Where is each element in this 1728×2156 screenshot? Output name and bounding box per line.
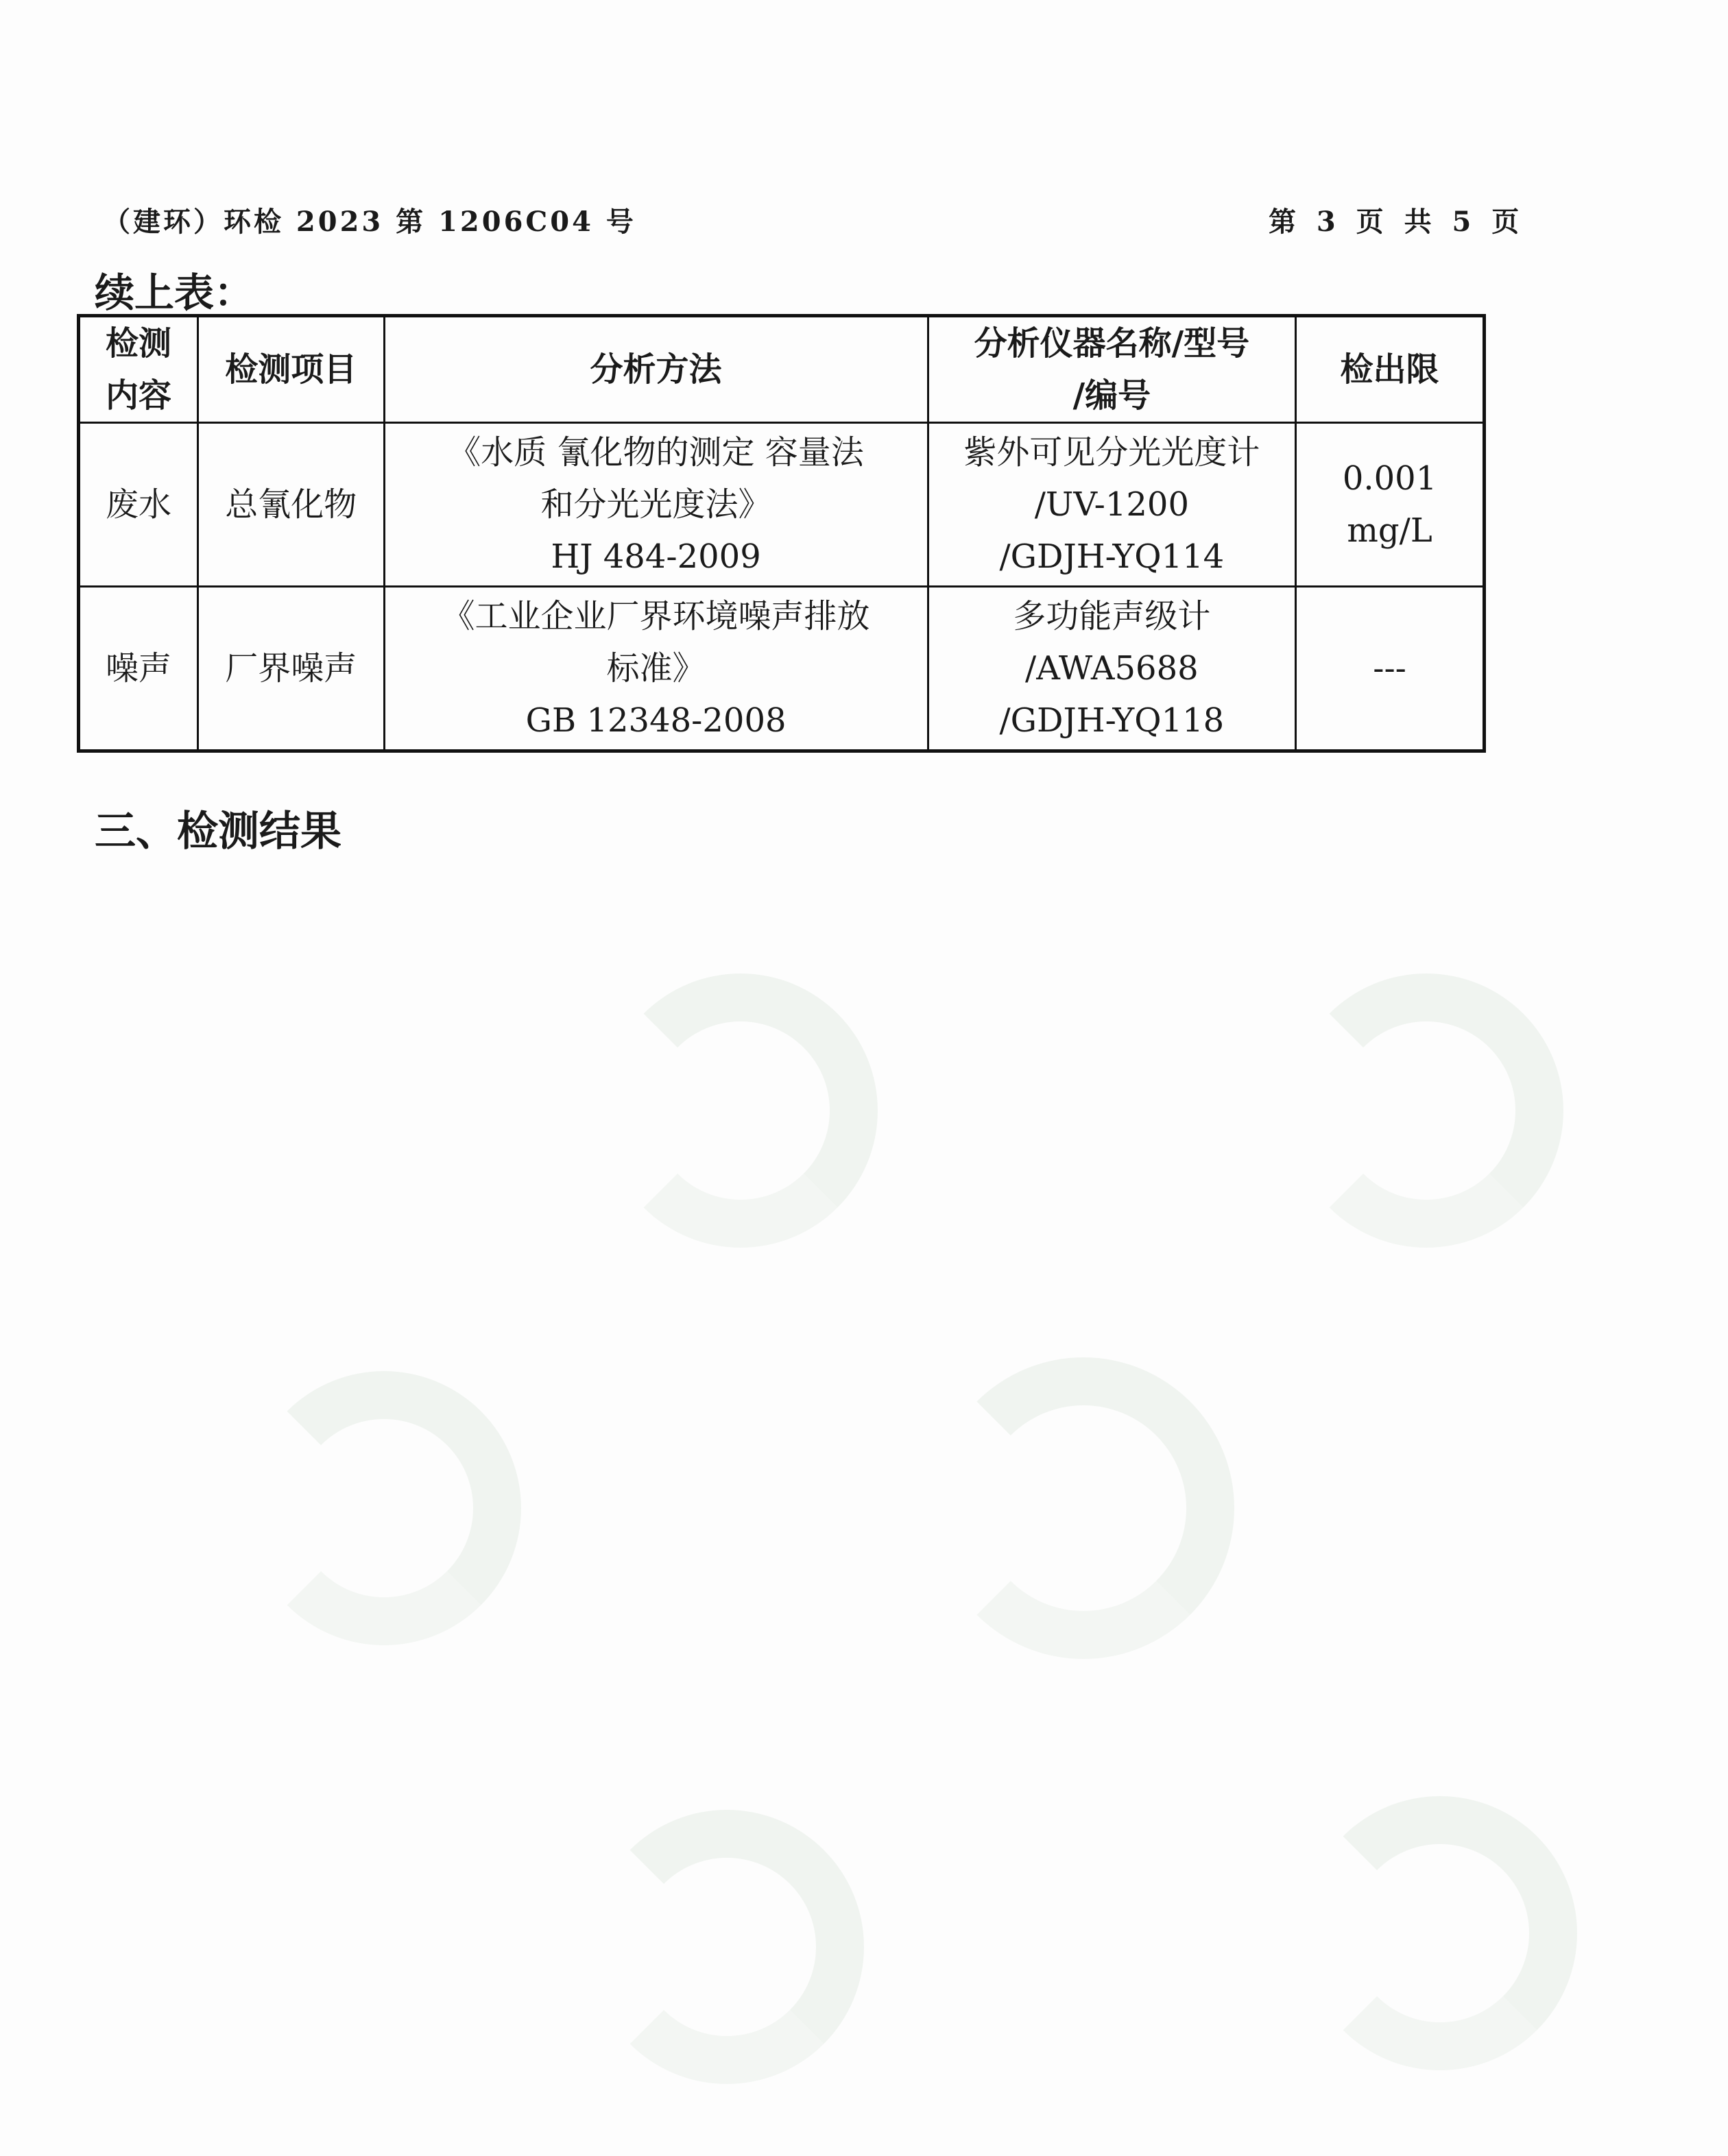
table-row [79, 423, 1485, 587]
header-method: 分析方法 [384, 316, 928, 423]
report-number: （建环）环检 2023 第 1206C04 号 [103, 206, 636, 238]
cell-item: 厂界噪声 [198, 587, 384, 751]
watermark-logo [603, 973, 878, 1248]
cell-content: 废水 [79, 423, 198, 587]
cell-content: 噪声 [79, 587, 198, 751]
header-item: 检测项目 [198, 316, 384, 423]
watermark-logo [247, 1371, 521, 1645]
section-title-results: 三、检测结果 [95, 808, 341, 856]
watermark-logo [590, 1810, 864, 2084]
cell-instrument: 紫外可见分光光度计 /UV-1200 /GDJH-YQ114 [928, 423, 1296, 587]
cell-item: 总氰化物 [198, 423, 384, 587]
continued-table-label: 续上表： [95, 269, 254, 316]
cell-limit: 0.001 mg/L [1296, 423, 1485, 587]
header-limit: 检出限 [1296, 316, 1485, 423]
cell-limit: --- [1296, 587, 1485, 751]
page-info: 第 3 页 共 5 页 [1269, 206, 1525, 238]
watermark-logo [1289, 973, 1563, 1248]
watermark-logo [933, 1357, 1234, 1659]
cell-method: 《工业企业厂界环境噪声排放 标准》 GB 12348-2008 [384, 587, 928, 751]
table-row [79, 587, 1485, 751]
watermark-logo [1303, 1796, 1577, 2070]
detection-standards-table [77, 314, 1486, 753]
cell-method: 《水质 氰化物的测定 容量法 和分光光度法》 HJ 484-2009 [384, 423, 928, 587]
cell-instrument: 多功能声级计 /AWA5688 /GDJH-YQ118 [928, 587, 1296, 751]
header-content: 检测 内容 [79, 316, 198, 423]
header-instrument: 分析仪器名称/型号 /编号 [928, 316, 1296, 423]
table-header-row [79, 316, 1485, 423]
